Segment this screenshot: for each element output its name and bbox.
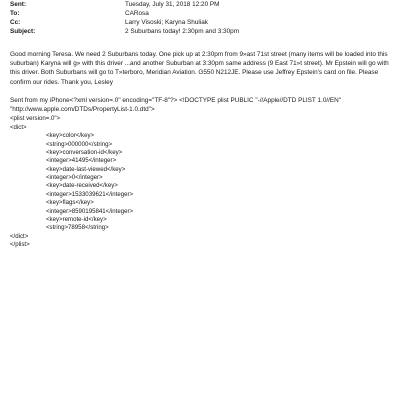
header-subject-label: Subject:	[10, 28, 36, 35]
xml-line: <string>78958</string>	[46, 224, 109, 231]
xml-line: <key>conversation-id</key>	[46, 149, 123, 156]
xml-line: <key>flags</key>	[46, 199, 94, 206]
header-to-label: To:	[10, 10, 20, 17]
xml-line: <key>date-last-viewed</key>	[46, 166, 126, 173]
xml-line: <integer>1533039621</integer>	[46, 191, 134, 198]
header-cc-value: Larry Visoski; Karyna Shuliak	[125, 19, 208, 26]
header-sent-label: Sent:	[10, 1, 26, 8]
sent-from-line: Sent from my iPhone<?xml version=.0" encoding="TF-8"?> <!DOCTYPE plist PUBLIC "-//Apple//DTD PLIST 1.0//EN" "http://www.apple.com/DTDs/PropertyList-1.0.dtd">	[10, 97, 342, 114]
xml-line: <integer>8590195841</integer>	[46, 208, 134, 215]
header-subject-value: 2 Suburbans today! 2:30pm and 3:30pm	[125, 28, 240, 35]
header-to-value: CARosa	[125, 10, 149, 17]
xml-line: <integer>0</integer>	[46, 174, 103, 181]
xml-line: <key>date-received</key>	[46, 182, 118, 189]
xml-line: </plist>	[10, 241, 30, 248]
xml-line: </dict>	[10, 233, 29, 240]
xml-line: <key>remote-id</key>	[46, 216, 107, 223]
header-sent-value: Tuesday, July 31, 2018 12:20 PM	[125, 1, 220, 8]
xml-line: <dict>	[10, 124, 27, 131]
xml-line: <key>color</key>	[46, 132, 95, 139]
header-cc-label: Cc:	[10, 19, 21, 26]
xml-line: <string>000000</string>	[46, 141, 113, 148]
xml-line: <plist version=.0">	[10, 115, 61, 122]
email-body: Good morning Teresa. We need 2 Suburbans today. One pick up at 2:30pm from 9»ast 71st street (many items will be loaded into this suburban) Karyna will g» with this driver ...and another Suburban at 3:30pm same address (9 East 71»t street). Mr Epstein will go with this driver. Both Suburbans will go to T»terboro, Meridian Aviation. G550 N212JE. Please use Jeffrey Epstein's card on file. Please confirm our rides. Thank you, Lesley	[10, 51, 389, 86]
xml-line: <integer>41495</integer>	[46, 157, 117, 164]
